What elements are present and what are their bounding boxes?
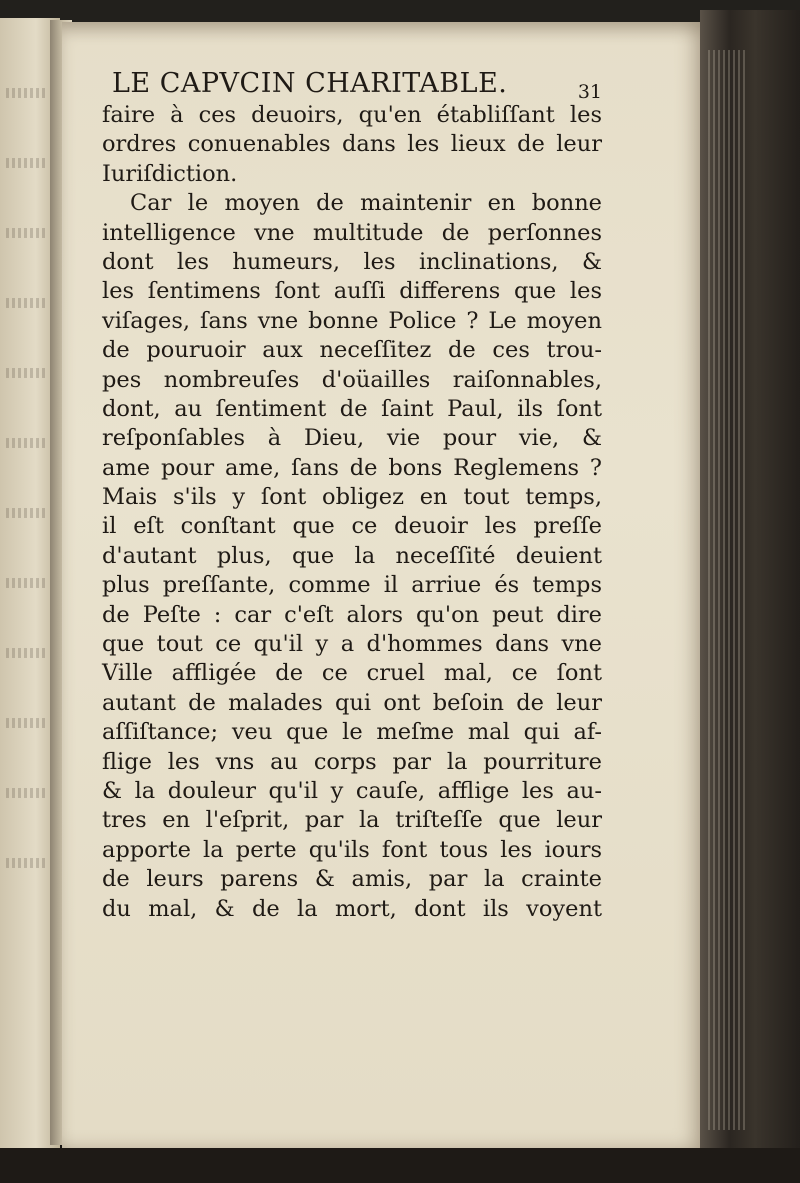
text-line: reſponſables à Dieu, vie pour vie, & xyxy=(102,425,602,452)
text-line: que tout ce qu'il y a d'hommes dans vne xyxy=(102,631,602,658)
text-line: & la douleur qu'il y cauſe, afflige les au- xyxy=(102,777,602,804)
page-text xyxy=(102,68,602,924)
show-through-mark xyxy=(6,508,46,518)
running-head xyxy=(112,68,602,103)
text-line: Iuriſdiction. xyxy=(102,160,238,187)
text-line: du mal, & de la mort, dont ils voyent xyxy=(102,895,602,922)
show-through-mark xyxy=(6,858,46,868)
text-line: ordres conuenables dans les lieux de leur xyxy=(102,131,602,158)
show-through-mark xyxy=(6,368,46,378)
book-fore-edge xyxy=(700,10,800,1183)
text-line: de pouruoir aux neceſſitez de ces trou- xyxy=(102,337,602,364)
text-line: intelligence vne multitude de perſonnes xyxy=(102,219,602,246)
show-through-mark xyxy=(6,578,46,588)
show-through-mark xyxy=(6,228,46,238)
scan-top-border xyxy=(0,0,800,22)
running-title: LE CAPVCIN CHARITABLE. xyxy=(112,68,508,99)
show-through-mark xyxy=(6,158,46,168)
text-line: apporte la perte qu'ils font tous les iours xyxy=(102,836,602,863)
show-through-mark xyxy=(6,438,46,448)
text-line: viſages, ſans vne bonne Police ? Le moyen xyxy=(102,307,602,334)
text-line: d'autant plus, que la neceſſité deuient xyxy=(102,542,602,569)
show-through-mark xyxy=(6,718,46,728)
text-line: il eſt conſtant que ce deuoir les preſſe xyxy=(102,513,602,540)
text-line: Car le moyen de maintenir en bonne xyxy=(130,190,602,217)
text-line: autant de malades qui ont beſoin de leur xyxy=(102,689,602,716)
text-line: dont les humeurs, les inclinations, & xyxy=(102,248,602,275)
text-line: ame pour ame, ſans de bons Reglemens ? xyxy=(102,454,602,481)
text-line: plus preſſante, comme il arriue és temps xyxy=(102,572,602,599)
page-leaves xyxy=(708,50,748,1130)
show-through-mark xyxy=(6,788,46,798)
text-line: aſſiſtance; veu que le meſme mal qui af- xyxy=(102,719,602,746)
show-through-mark xyxy=(6,298,46,308)
text-line: de leurs parens & amis, par la crainte xyxy=(102,866,602,893)
text-line: les ſentimens ſont auſſi differens que les xyxy=(102,278,602,305)
page-number: 31 xyxy=(577,81,602,103)
text-line: tres en l'eſprit, par la triſteſſe que leur xyxy=(102,807,602,834)
text-line: de Peſte : car c'eſt alors qu'on peut dire xyxy=(102,601,602,628)
text-line: flige les vns au corps par la pourriture xyxy=(102,748,602,775)
text-line: dont, au ſentiment de ſaint Paul, ils ſont xyxy=(102,395,602,422)
text-line: pes nombreuſes d'oüailles raiſonnables, xyxy=(102,366,602,393)
text-line: faire à ces deuoirs, qu'en établiſſant les xyxy=(102,102,602,128)
show-through-mark xyxy=(6,88,46,98)
show-through-mark xyxy=(6,648,46,658)
scan-bottom-border xyxy=(0,1148,800,1183)
text-line: Ville affligée de ce cruel mal, ce ſont xyxy=(102,660,602,687)
text-line: Mais s'ils y ſont obligez en tout temps, xyxy=(102,484,602,511)
